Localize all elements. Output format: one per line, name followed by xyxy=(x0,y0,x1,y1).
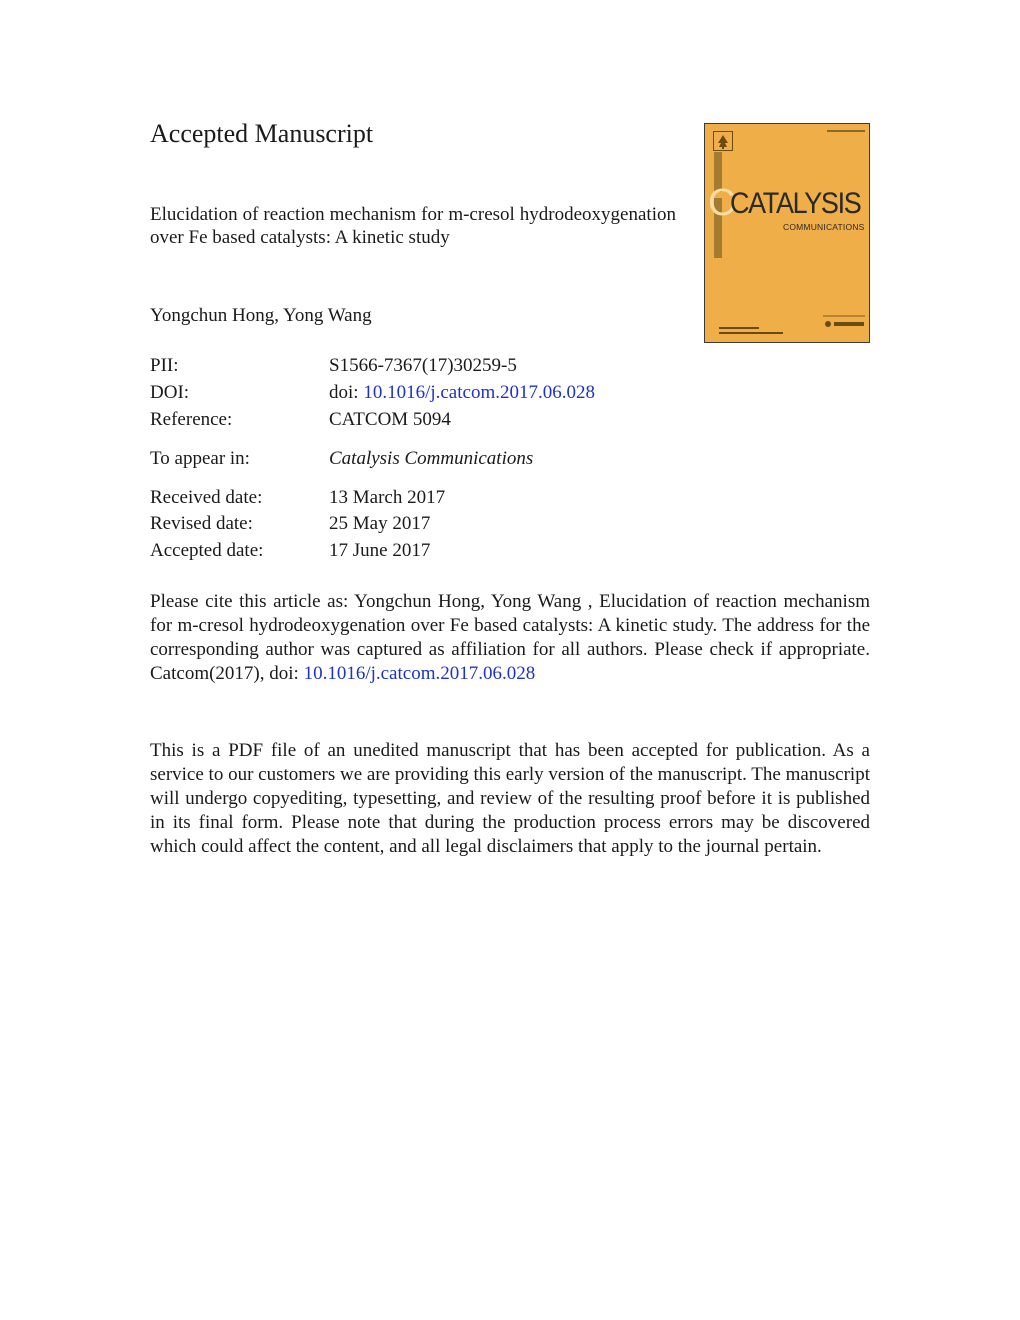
received-date-label: Received date: xyxy=(150,487,263,508)
sciencedirect-logo-icon xyxy=(823,314,865,330)
revised-date-value: 25 May 2017 xyxy=(329,513,431,534)
cover-journal-title: CATALYSIS xyxy=(730,187,861,220)
appear-in-label: To appear in: xyxy=(150,448,250,469)
doi-prefix: doi: xyxy=(329,382,359,403)
cover-vertical-text-icon xyxy=(710,152,726,312)
article-authors: Yongchun Hong, Yong Wang xyxy=(150,305,372,326)
manuscript-heading: Accepted Manuscript xyxy=(150,119,374,148)
received-date-value: 13 March 2017 xyxy=(329,487,446,508)
pii-label: PII: xyxy=(150,355,179,376)
cover-issue-marks xyxy=(827,129,865,133)
journal-cover xyxy=(704,123,870,343)
publisher-tree-icon xyxy=(713,131,733,151)
doi-label: DOI: xyxy=(150,382,190,403)
citation-text: Please cite this article as: Yongchun Hong, Yong Wang , Elucidation of reaction mechanism for m-cresol hydrodeoxygenation over Fe based catalysts: A kinetic study. The address for the corresponding author was captured as affiliation for all authors. Please check if appropriate. Catcom(2017), doi: xyxy=(150,591,870,684)
citation-paragraph xyxy=(150,590,870,686)
accepted-date-label: Accepted date: xyxy=(150,540,264,561)
citation-doi-link[interactable]: 10.1016/j.catcom.2017.06.028 xyxy=(303,663,536,684)
doi-link[interactable]: 10.1016/j.catcom.2017.06.028 xyxy=(363,382,595,403)
journal-name: Catalysis Communications xyxy=(329,448,534,469)
article-title: Elucidation of reaction mechanism for m-cresol hydrodeoxygenation over Fe based catalysts: A kinetic study xyxy=(150,204,676,248)
doi-value xyxy=(329,381,595,404)
cover-journal-subtitle: COMMUNICATIONS xyxy=(783,222,865,232)
cover-footer-text-icon xyxy=(719,324,783,334)
notice-paragraph: This is a PDF file of an unedited manuscript that has been accepted for publication. As a service to our customers we are providing this early version of the manuscript. The manuscript will undergo copyediting, typesetting, and review of the resulting proof before it is published in its final form. Please note that during the production process errors may be discovered which could affect the content, and all legal disclaimers that apply to the journal pertain. xyxy=(150,740,870,857)
reference-value: CATCOM 5094 xyxy=(329,409,451,430)
cover-issue-line xyxy=(827,129,865,135)
revised-date-label: Revised date: xyxy=(150,513,253,534)
reference-label: Reference: xyxy=(150,409,233,430)
pii-value: S1566-7367(17)30259-5 xyxy=(329,355,517,376)
accepted-date-value: 17 June 2017 xyxy=(329,540,431,561)
cover-big-letter: C xyxy=(708,182,736,224)
